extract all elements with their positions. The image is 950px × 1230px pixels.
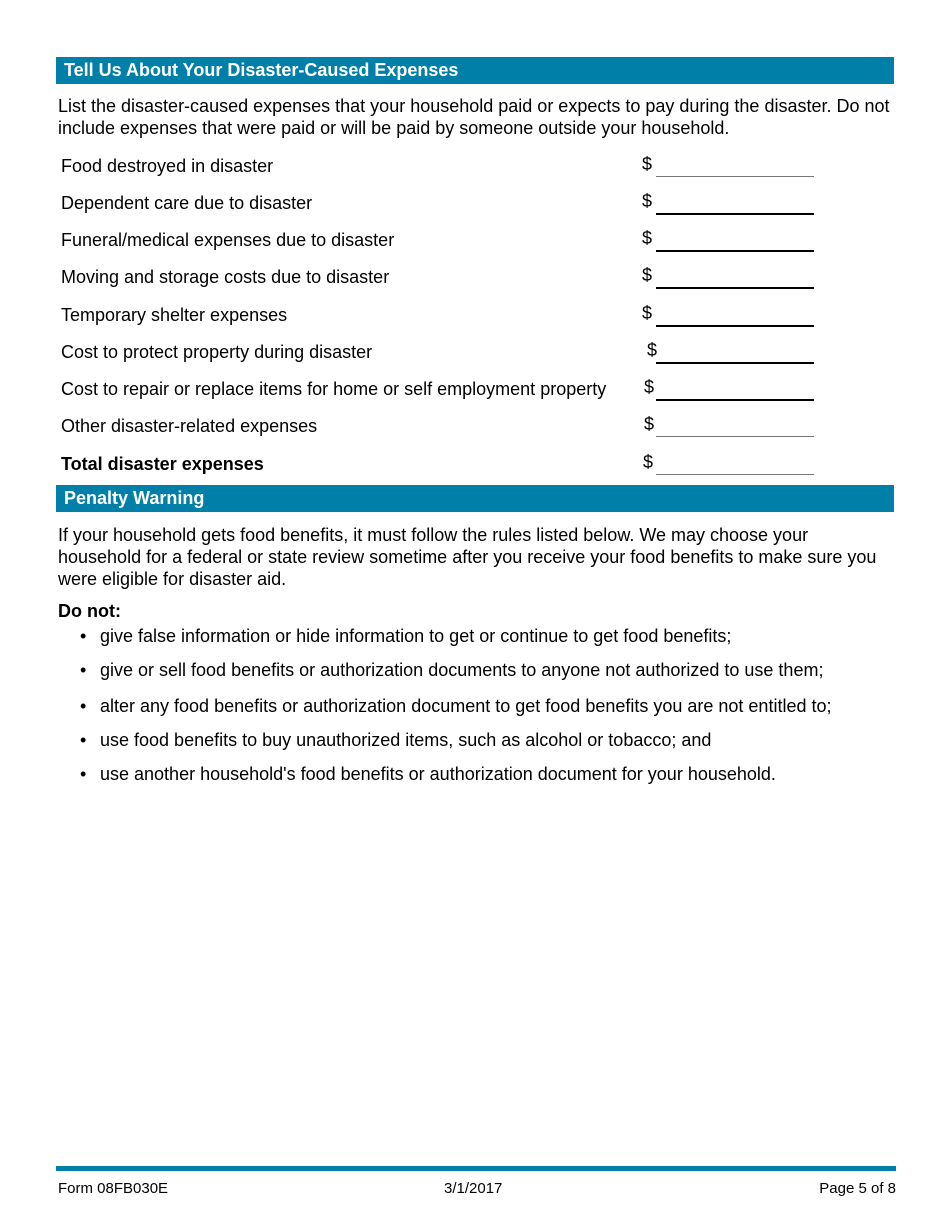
dollar-sign: $ (642, 265, 653, 285)
expense-row-dependent-care (61, 190, 821, 220)
amount-field-repair-replace[interactable] (656, 399, 814, 401)
form-date: 3/1/2017 (444, 1180, 503, 1197)
dollar-sign: $ (644, 414, 655, 434)
penalty-section-header: Penalty Warning (56, 485, 894, 512)
expense-row-protect-property (61, 339, 821, 369)
amount-field-dependent-care[interactable] (656, 213, 814, 215)
dollar-sign: $ (643, 452, 654, 472)
expense-row-total (61, 451, 821, 481)
total-label: Total disaster expenses (61, 454, 264, 474)
amount-field-protect-property[interactable] (656, 362, 814, 364)
dollar-sign: $ (644, 377, 655, 397)
dollar-sign: $ (642, 154, 653, 174)
expense-label: Funeral/medical expenses due to disaster (61, 230, 395, 250)
expense-label: Other disaster-related expenses (61, 416, 318, 436)
expense-row-funeral-medical (61, 227, 821, 257)
do-not-heading: Do not: (58, 601, 121, 621)
amount-field-moving-storage[interactable] (656, 287, 814, 289)
footer-rule (56, 1166, 896, 1171)
amount-field-food[interactable] (656, 176, 814, 177)
rule-text: alter any food benefits or authorization document to get food benefits you are not entitled to; (100, 696, 832, 716)
expense-label: Cost to repair or replace items for home or self employment property (61, 379, 607, 399)
expense-row-temporary-shelter (61, 302, 821, 332)
expense-row-moving-storage (61, 264, 821, 294)
expense-row-food (61, 153, 821, 183)
rule-text: use food benefits to buy unauthorized items, such as alcohol or tobacco; and (100, 730, 712, 750)
expense-row-other (61, 413, 821, 443)
dollar-sign: $ (642, 228, 653, 248)
expense-label: Moving and storage costs due to disaster (61, 267, 390, 287)
rule-text: use another household's food benefits or authorization document for your household. (100, 764, 776, 784)
penalty-intro: If your household gets food benefits, it must follow the rules listed below. We may choose your household for a federal or state review sometime after you receive your food benefits to make sure you were eligible for disaster aid. (58, 525, 877, 589)
bullet-icon: • (80, 696, 87, 716)
expense-label: Dependent care due to disaster (61, 193, 313, 213)
expense-row-repair-replace (61, 376, 821, 406)
bullet-icon: • (80, 730, 87, 750)
bullet-icon: • (80, 764, 87, 784)
dollar-sign: $ (642, 191, 653, 211)
rule-text: give or sell food benefits or authorization documents to anyone not authorized to use them; (100, 660, 824, 680)
expenses-intro: List the disaster-caused expenses that your household paid or expects to pay during the disaster. Do not include expenses that were paid or will be paid by someone outside your household. (58, 96, 890, 138)
rule-text: give false information or hide information to get or continue to get food benefits; (100, 626, 732, 646)
page-number: Page 5 of 8 (819, 1180, 896, 1197)
amount-field-temporary-shelter[interactable] (656, 325, 814, 327)
amount-field-other[interactable] (656, 436, 814, 437)
expense-label: Temporary shelter expenses (61, 305, 288, 325)
dollar-sign: $ (647, 340, 658, 360)
amount-field-funeral-medical[interactable] (656, 250, 814, 252)
bullet-icon: • (80, 626, 87, 646)
expense-label: Cost to protect property during disaster (61, 342, 373, 362)
bullet-icon: • (80, 660, 87, 680)
dollar-sign: $ (642, 303, 653, 323)
amount-field-total[interactable] (656, 474, 814, 475)
form-id: Form 08FB030E (58, 1180, 169, 1197)
expenses-section-header: Tell Us About Your Disaster-Caused Expenses (56, 57, 894, 84)
expense-label: Food destroyed in disaster (61, 156, 274, 176)
